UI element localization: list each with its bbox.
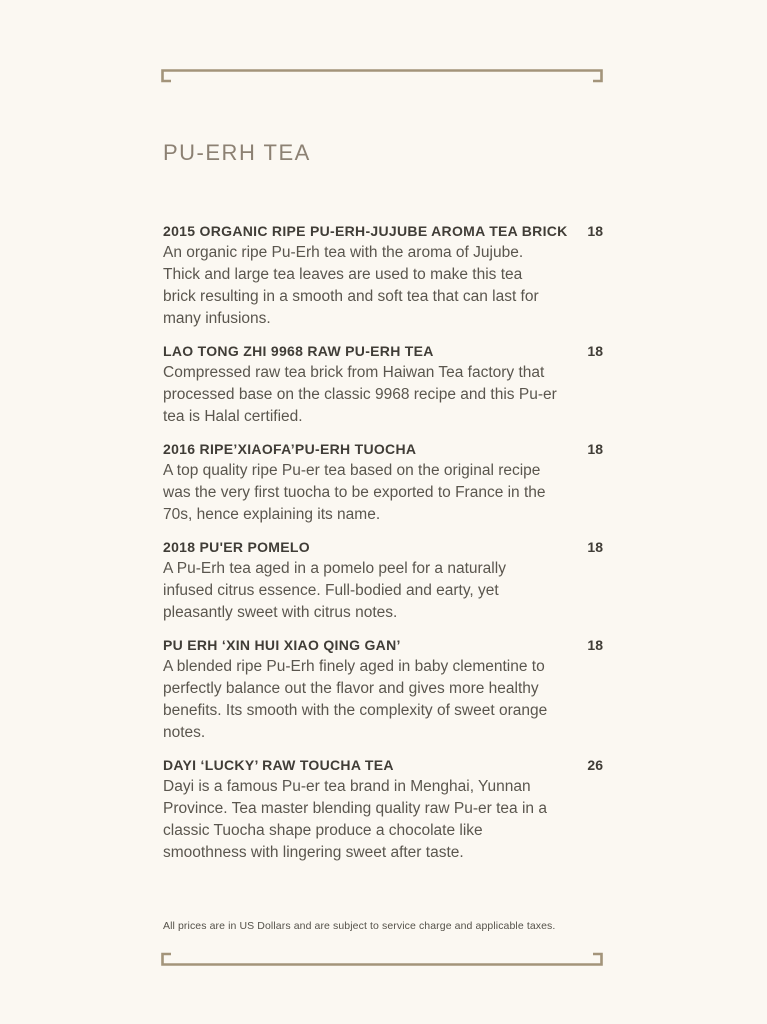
menu-item-header bbox=[163, 634, 603, 656]
menu-item bbox=[163, 634, 603, 744]
item-description: Dayi is a famous Pu-er tea brand in Menghai, Yunnan Province. Tea master blending quality raw Pu-er tea in a classic Tuocha shape produce a chocolate like smoothness with lingering sweet after taste. bbox=[163, 778, 547, 861]
item-name: LAO TONG ZHI 9968 RAW PU-ERH TEA bbox=[163, 343, 434, 359]
menu-item-header bbox=[163, 340, 603, 362]
item-price: 18 bbox=[587, 637, 603, 653]
item-description: Compressed raw tea brick from Haiwan Tea factory that processed base on the classic 9968 recipe and this Pu-er tea is Halal certified. bbox=[163, 364, 557, 425]
top-border-ornament bbox=[160, 68, 604, 84]
item-price: 26 bbox=[587, 757, 603, 773]
item-price: 18 bbox=[587, 343, 603, 359]
item-description: An organic ripe Pu-Erh tea with the aroma of Jujube. Thick and large tea leaves are used to make this tea brick resulting in a smooth and soft tea that can last for many infusions. bbox=[163, 244, 539, 327]
item-name: DAYI ‘LUCKY’ RAW TOUCHA TEA bbox=[163, 757, 394, 773]
menu-item-header bbox=[163, 438, 603, 460]
menu-content bbox=[163, 140, 603, 874]
item-name: 2016 RIPE’XIAOFA’PU-ERH TUOCHA bbox=[163, 441, 417, 457]
item-description: A blended ripe Pu-Erh finely aged in baby clementine to perfectly balance out the flavor and gives more healthy benefits. Its smooth with the complexity of sweet orange notes. bbox=[163, 658, 548, 741]
menu-item bbox=[163, 536, 603, 624]
menu-item-list bbox=[163, 220, 603, 864]
item-name: PU ERH ‘XIN HUI XIAO QING GAN’ bbox=[163, 637, 401, 653]
menu-item-header bbox=[163, 536, 603, 558]
menu-item bbox=[163, 438, 603, 526]
bottom-border-ornament bbox=[160, 951, 604, 967]
menu-item bbox=[163, 754, 603, 864]
item-price: 18 bbox=[587, 223, 603, 239]
item-name: 2018 PU'ER POMELO bbox=[163, 539, 310, 555]
item-description: A top quality ripe Pu-er tea based on the original recipe was the very first tuocha to be exported to France in the 70s, hence explaining its name. bbox=[163, 462, 546, 523]
page-title: PU-ERH TEA bbox=[163, 140, 311, 165]
menu-item bbox=[163, 220, 603, 330]
menu-item bbox=[163, 340, 603, 428]
footer-note: All prices are in US Dollars and are subject to service charge and applicable taxes. bbox=[163, 920, 556, 932]
menu-item-header bbox=[163, 754, 603, 776]
item-price: 18 bbox=[587, 441, 603, 457]
item-name: 2015 ORGANIC RIPE PU-ERH-JUJUBE AROMA TEA BRICK bbox=[163, 223, 568, 239]
menu-item-header bbox=[163, 220, 603, 242]
item-price: 18 bbox=[587, 539, 603, 555]
item-description: A Pu-Erh tea aged in a pomelo peel for a naturally infused citrus essence. Full-bodied and earty, yet pleasantly sweet with citrus notes. bbox=[163, 560, 506, 621]
